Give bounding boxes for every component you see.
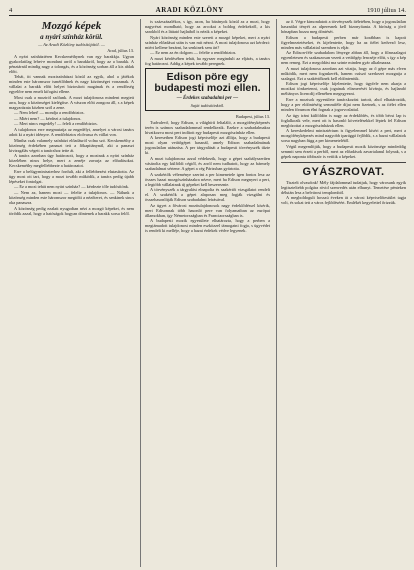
paragraph: Az ügy iránt külföldön is nagy az érdeklődés, és több bécsi lap is foglalkozik vele, mert ott is hasonló követelésekkel léptek fel Edison megbízottai a mozgószínházak ellen. [281,112,406,128]
correspondent-note: Saját tudósítónktól. [190,102,225,108]
paragraph: Mintha csak valamely színházi előadásról volna szó. Kecskeméthy a közönség érdekében panaszt tett a főkapitánynál, aki a panaszt kivizsgálás végett a tanácshoz tette át. [9,137,134,153]
article-subtitle: a nyári színház körül. [40,33,103,41]
paragraph: A mozi kérdésében tehát, ha egyszer megindult az eljárás, a tanács fog határozni. Addig a képek tovább peregnek. [145,55,270,66]
paragraph: — Nem az, hanem mozi — felelte a tulajdonos. — Nálunk a közönség minden este háromszor megtölti a nézőteret, és senkinek sincs oka panaszra. [9,190,134,206]
paper-name: ARADI KÖZLÖNY [155,6,224,14]
page-number: 4 [9,7,13,14]
article-title-mozgo-kepek: Mozgó képek [41,20,102,32]
paragraph: A közönség pedig ezalatt nyugodtan nézi a mozgó képeket, és nem törődik azzal, hogy a hatóságok hogyan döntenek a barakk sorsa felől. [9,205,134,216]
paragraph: Az Edison-féle szabadalom lényege abban áll, hogy a filmszalagot egyenletesen és szakaszosan vezeti a vetítőgép lencséje előtt, s így a kép nem remeg. Ezt a megoldást ma szinte minden gyár alkalmazza. [281,50,406,66]
article-dateline: Budapest, július 13. [235,113,270,119]
paragraph: — Miért nem? — kérdezi a tulajdonos. [14,115,82,121]
section-title-gyaszrovat: GYÁSZROVAT. [302,165,385,178]
paragraph: Tisztelt olvasóink! Mély fájdalommal tudatjuk, hogy városunk egyik legtiszteltebb polgára rövid szenvedés után elhunyt. Temetése pénteken délután lesz a belvárosi templomból. [281,179,406,195]
paragraph: Tehát, itt vannak moziszínházai közül az egyik, ahol a játékok minden este háromszor ismétlődnek és nagy közönséget vonzanak. A vállalat a barakk előtt helyet biztosított magának és a rendőrség egyelőre nem emelt kifogást ellene. [9,74,134,95]
column-1 [9,19,134,567]
paragraph: Tudvalevő, hogy Edison, a világhírű feltaláló, a mozgófényképezés terén is számos szabadalommal rendelkezik. Ezekre a szabadalmakra hivatkozva most pert indított egy budapesti mozgószínház ellen. [145,119,270,135]
issue-date: 1910 július 14. [367,7,406,14]
paragraph: — Nem lehet! — mondja a rendőrbiztos. [14,110,85,116]
paragraph: Edison jogi képviselője kijelentette, hogy ügyfele nem akarja a mozikat tönkretenni, csak jogainak elismerését kívánja, és hajlandó méltányos licencdíj ellenében megegyezni. [281,81,406,97]
paragraph: A mozi tulajdonosa azzal védekezik, hogy a gépet szabályszerűen vásárolta egy külföldi cégtől, és arról nem tudhatott, hogy az bármely szabadalmat sértene. A gépet a cég Párizsban gyártotta. [145,155,270,171]
column-3 [276,19,406,567]
paragraph: — Mert nincs engedély! — feleli a rendőrbiztos. [14,121,98,127]
paragraph: A kereskedelmi minisztérium is figyelemmel kíséri a pert, mert a mozgófényképezés mind nagyobb iparággá fejlődik, s a hazai vállalatok sorsa nagyban függ a per kimenetelétől. [281,128,406,144]
paragraph: — Ez a mozi tehát nem nyári színház? — kérdezte tőle tudósítónk. [14,184,130,190]
paragraph: Nyári közönség minden este szereti a mozgó képeket, mert a nyári színház előadásai után is van mit nézni. A mozi tulajdonosa azt kérdezi: miért kellene bezárni, ha senkinek sem árt? [145,34,270,50]
paragraph: A mozi tulajdonosa azonban azt vitatja, hogy az ő gépe más elven működik, mert nem fogaskerék, hanem csúszó szerkezet mozgatja a szalagot. Ezt a szakértőknek kell eldönteniük. [281,65,406,81]
subhead-edison: — Érdekes szabadalmi per — [176,95,239,101]
masthead [9,5,406,16]
paragraph: Most csak a moziról szólunk. A mozi tulajdonosa mindent megtett arra, hogy a közönséget kielégítse. A vászon előtt zongora áll, s a képek magyarázata közben szól a zene. [9,94,134,110]
paragraph: Végül megemlítjük, hogy a budapesti mozik közönsége mindeddig semmit sem érzett a perből, mert az előadások zavartalanul folynak, s a gépek naponta többször is vetítik a képeket. [281,143,406,159]
paragraph: is százszázalékos, s így, azon, ha bárányok közül az a mozi, hogy nagyrészt mondható, hogy az arcokat a boldog érdekekről, a kis sarokból és a láttató hajlatból is nézik a képeket. [145,19,270,34]
column-2 [140,19,270,567]
paragraph: Edison a budapesti perben már korábban is kapott figyelmeztetéseket, és kijelentette, hogy ha az ítélet kedvező lesz, minden más vállalattal szemben is eljár. [281,34,406,50]
paragraph: Erre a belügyminiszterhez fordult, aki a fellebbezést elutasította. Az ügy most ott tart, hogy a mozi tovább működik, a tanács pedig újabb lépéseket fontolgat. [9,168,134,184]
headline-edison: Edison pöre egy budapesti mozi ellen. [154,70,261,94]
headline-box-edison [145,68,270,111]
article-byline: — Az Aradi Közlöny tudósítójától. — [38,42,105,47]
paragraph: Erre a mozisok egyesülete tanácskozást tartott, ahol elhatározták, hogy a per eldöntéséig semmiféle díjat nem fizetnek, s az ítélet ellen minden fórumon élni fognak a jogorvoslattal. [281,96,406,112]
section-divider [281,162,406,163]
paragraph: Az ügyet a fővárosi mozitulajdonosok nagy érdeklődéssel kísérik, mert Edisonnak több hasonló pere van folyamatban az európai államokban, így Németországban és Franciaországban is. [145,202,270,218]
paragraph: A keresetben Edison jogi képviselője azt állítja, hogy a budapesti mozi olyan vetítőgépet használ, amely Edison szabadalmának jogosulatlan utánzása. A per tárgyalását a budapesti törvényszék tűzte ki. [145,135,270,156]
paragraph: az ő. Végre kimondatott a törvényszék ítéletében, hogy a jogosulatlan használat tényét az alperesnek kell bizonyítania. A bíróság a jövő hónapban hozza meg döntését. [281,19,406,34]
article-dateline: Arad, július 13. [107,47,134,53]
paragraph: A törvényszék a tárgyalást elnapolta és szakértői vizsgálatot rendelt el. A szakértők a gépet alaposan meg fogják vizsgálni és összehasonlítják Edison szabadalmi leírásával. [145,187,270,203]
columns [9,19,406,567]
paragraph: A tulajdonos erre megmutatja az engedélyt, amelyet a városi tanács adott ki a nyári idényre. A rendőrbiztos elolvassa és vállat von. [9,127,134,138]
paragraph: A megboldogult hosszú éveken át a városi képviselőtestület tagja volt, és sokat tett a város fejlődéséért. Emlékét kegyelettel őrizzük. [281,195,406,206]
paragraph: A tanács azonban úgy határozott, hogy a mozinak a nyári színház közelében nincs helye, mert a zenéje zavarja az előadásokat. Kecskeméthy megfellebbezte a határozatot. [9,153,134,169]
paragraph: A szakértők véleménye szerint a per kimenetele igen fontos lesz az összes hazai mozgószínházakra nézve, mert ha Edison megnyeri a pert, a legtöbb vállalatnak új gépeket kell beszereznie. [145,171,270,187]
paragraph: A nyári színháztéren Kecskeméthynek van egy barakkja. Ugyan gyakorlatilag lehet-e mondani arról a barakkról, hogy az a barakk. A pénztárnál mindig nagy a tolongás, és a közönség sorban áll a kis ablak előtt. [9,53,134,74]
paragraph: A budapesti mozik egyesülete elhatározta, hogy a perben a megtámadott tulajdonost minden eszközzel támogatni fogja, s ügyvédet is rendelt ki melléje, hogy a hazai érdekek védve legyenek. [145,218,270,234]
paragraph: — Ez nem az én dolgom — felelte a rendőrbiztos. [150,50,237,56]
